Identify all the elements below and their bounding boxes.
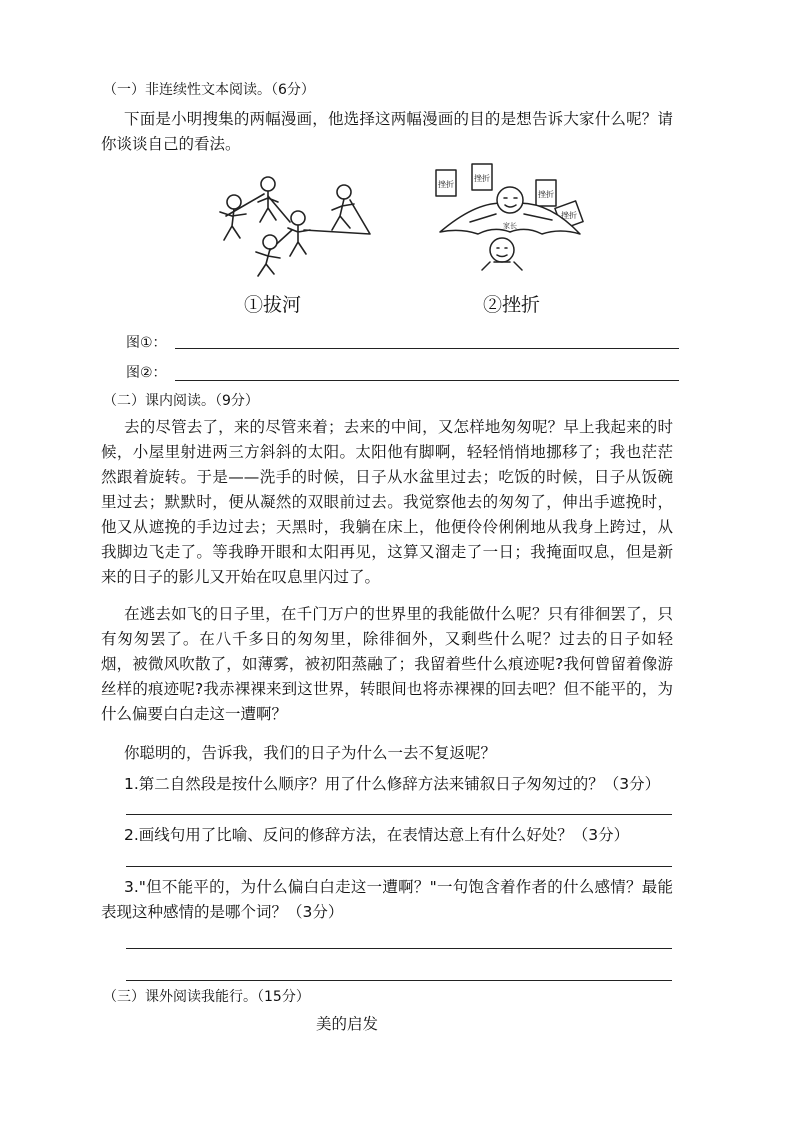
answer-line-1[interactable] [175, 348, 679, 349]
answer-line-q2[interactable] [126, 866, 672, 867]
answer-line-q1[interactable] [126, 814, 672, 815]
section1-heading: （一）非连续性文本阅读。（6分） [103, 82, 315, 98]
section1-intro: 下面是小明搜集的两幅漫画，他选择这两幅漫画的目的是想告诉大家什么呢？请你谈谈自己的看法。 [101, 110, 673, 153]
passage-paragraph-2: 在逃去如飞的日子里，在千门万户的世界里的我能做什么呢？只有徘徊罢了，只有匆匆罢了。在八千多日的匆匆里，除徘徊外，又剩些什么呢？过去的日子如轻烟，被微风吹散了，如薄雾，被初阳蒸融了；我留着些什么痕迹呢?我何曾留着像游丝样的痕迹呢?我赤裸裸来到这世界，转眼间也将赤裸裸的回去吧？但不能平的，为什么偏要白白走这一遭啊？ [101, 605, 673, 723]
tag-text-3: 挫折 [538, 190, 554, 199]
question-1: 1.第二自然段是按什么顺序？用了什么修辞方法来铺叙日子匆匆过的？（3分） [124, 775, 661, 793]
passage-paragraph-1: 去的尽管去了，来的尽管来着；去来的中间，又怎样地匆匆呢？早上我起来的时候，小屋里射进两三方斜斜的太阳。太阳他有脚啊，轻轻悄悄地挪移了；我也茫茫然跟着旋转。于是——洗手的时候，日子从水盆里过去；吃饭的时候，日子从饭碗里过去；默默时，便从凝然的双眼前过去。我觉察他去的匆匆了，伸出手遮挽时，他又从遮挽的手边过去；天黑时，我躺在床上，他便伶伶俐俐地从我身上跨过，从我脚边飞走了。等我睁开眼和太阳再见，这算又溜走了一日；我掩面叹息，但是新来的日子的影儿又开始在叹息里闪过了。 [101, 418, 673, 586]
question-2: 2.画线句用了比喻、反问的修辞方法，在表情达意上有什么好处？（3分） [124, 826, 630, 844]
caption-1: ①拔河 [244, 294, 302, 316]
tag-text-4: 挫折 [561, 211, 577, 220]
section2-heading: （二）课内阅读。（9分） [103, 393, 259, 409]
answer-label-2: 图②： [126, 365, 167, 381]
article-title: 美的启发 [316, 1015, 379, 1033]
umbrella-text: 家长 [503, 222, 517, 230]
answer-line-q3a[interactable] [126, 948, 672, 949]
tag-text-1: 挫折 [438, 180, 454, 189]
passage-paragraph-3: 你聪明的，告诉我，我们的日子为什么一去不复返呢？ [124, 744, 497, 762]
frustration-umbrella-cartoon [430, 158, 590, 282]
caption-2: ②挫折 [483, 294, 541, 316]
answer-line-2[interactable] [175, 380, 679, 381]
answer-label-1: 图①： [126, 335, 167, 351]
tug-of-war-cartoon [212, 172, 380, 280]
section3-heading: （三）课外阅读我能行。（15分） [103, 989, 310, 1005]
answer-line-q3b[interactable] [126, 980, 672, 981]
question-3: 3."但不能平的，为什么偏白白走这一遭啊？"一句饱含着作者的什么感情？最能表现这种感情的是哪个词？（3分） [101, 878, 673, 921]
tag-text-2: 挫折 [474, 174, 490, 183]
